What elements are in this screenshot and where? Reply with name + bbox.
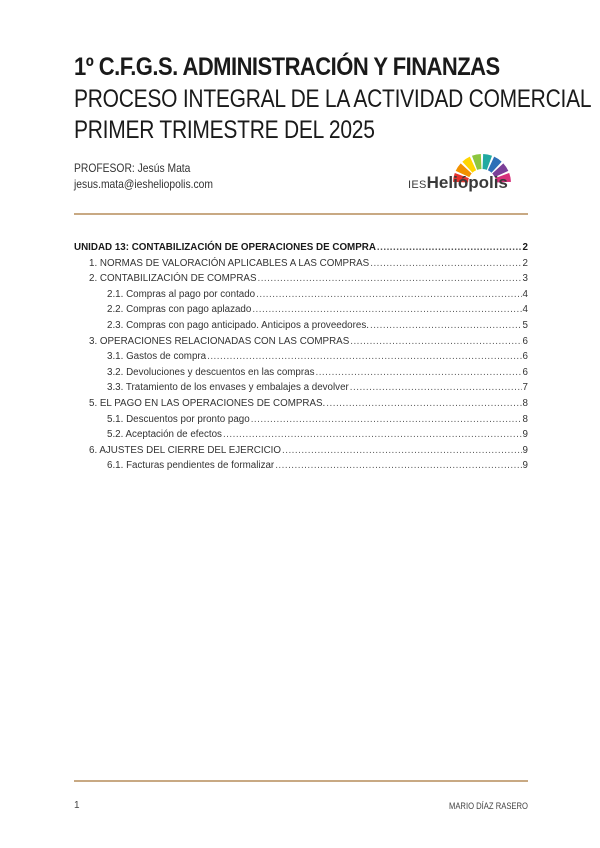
toc-entry[interactable] [74,367,528,383]
toc-entry-page: 6 [522,351,528,363]
toc-entry-page: 2 [522,257,528,269]
module-title: PROCESO INTEGRAL DE LA ACTIVIDAD COMERCIAL [74,85,592,113]
toc-entry-label: 3.3. Tratamiento de los envases y embalajes a devolver [107,382,349,394]
toc-leader-dots [252,304,521,315]
footer-divider [74,780,528,782]
toc-entry-page: 6 [522,335,528,347]
toc-entry-label: 5. EL PAGO EN LAS OPERACIONES DE COMPRAS. [89,397,326,409]
toc-entry-page: 3 [522,273,528,285]
toc-entry-label: 6. AJUSTES DEL CIERRE DEL EJERCICIO [89,444,281,456]
toc-entry[interactable] [74,304,528,320]
toc-leader-dots [315,367,521,378]
toc-entry-label: 1. NORMAS DE VALORACIÓN APLICABLES A LAS COMPRAS [89,257,370,269]
toc-leader-dots [282,445,522,456]
author-name: MARIO DÍAZ RASERO [448,801,528,811]
logo-wordmark [408,173,508,193]
professor-email: jesus.mata@iesheliopolis.com [74,177,213,191]
toc-entry[interactable] [74,273,528,289]
toc-entry-label: 2. CONTABILIZACIÓN DE COMPRAS [89,273,257,285]
toc-leader-dots [207,351,521,362]
toc-entry-page: 4 [522,288,528,300]
toc-entry-label: 2.3. Compras con pago anticipado. Anticipos a proveedores. [107,319,369,331]
toc-entry-page: 5 [522,319,528,331]
school-logo [408,153,530,195]
term-title: PRIMER TRIMESTRE DEL 2025 [74,116,375,144]
toc-entry-label: 3.1. Gastos de compra [107,351,207,363]
toc-entry[interactable] [74,242,528,258]
page-number: 1 [74,800,80,811]
toc-leader-dots [370,320,522,331]
toc-entry-page: 7 [522,382,528,394]
toc-entry[interactable] [74,336,528,352]
toc-leader-dots [251,414,522,425]
toc-leader-dots [377,242,522,253]
toc-entry[interactable] [74,414,528,430]
toc-entry[interactable] [74,320,528,336]
toc-entry-page: 8 [522,413,528,425]
logo-name: Heliópolis [426,173,508,192]
toc-entry-page: 9 [522,444,528,456]
table-of-contents [74,242,528,476]
toc-entry-label: 3.2. Devoluciones y descuentos en las compras [107,366,315,378]
toc-leader-dots [256,289,521,300]
toc-entry-label: 2.1. Compras al pago por contado [107,288,256,300]
toc-entry-label: 6.1. Facturas pendientes de formalizar [107,460,275,472]
toc-leader-dots [257,273,521,284]
toc-entry[interactable] [74,445,528,461]
toc-entry-page: 9 [522,429,528,441]
toc-leader-dots [370,258,521,269]
toc-entry-page: 6 [522,366,528,378]
toc-entry[interactable] [74,382,528,398]
toc-entry-label: 2.2. Compras con pago aplazado [107,304,252,316]
toc-entry-page: 8 [522,397,528,409]
toc-entry[interactable] [74,460,528,476]
toc-leader-dots [275,460,521,471]
toc-entry-label: UNIDAD 13: CONTABILIZACIÓN DE OPERACIONES DE COMPRA [74,242,376,253]
course-title: 1º C.F.G.S. ADMINISTRACIÓN Y FINANZAS [74,53,500,81]
professor-name: PROFESOR: Jesús Mata [74,161,191,175]
toc-entry-label: 5.2. Aceptación de efectos [107,429,222,441]
toc-entry[interactable] [74,429,528,445]
document-header [74,50,592,146]
toc-entry-page: 2 [522,242,528,253]
toc-entry[interactable] [74,351,528,367]
header-divider [74,213,528,215]
toc-entry-label: 5.1. Descuentos por pronto pago [107,413,250,425]
toc-entry-page: 4 [522,304,528,316]
toc-entry[interactable] [74,398,528,414]
toc-leader-dots [350,336,521,347]
toc-leader-dots [223,429,522,440]
toc-entry[interactable] [74,258,528,274]
toc-entry[interactable] [74,289,528,305]
toc-entry-page: 9 [522,460,528,472]
toc-leader-dots [326,398,521,409]
toc-leader-dots [350,382,522,393]
toc-entry-label: 3. OPERACIONES RELACIONADAS CON LAS COMPRAS [89,335,350,347]
logo-prefix: IES [408,179,427,191]
professor-info [74,160,213,192]
